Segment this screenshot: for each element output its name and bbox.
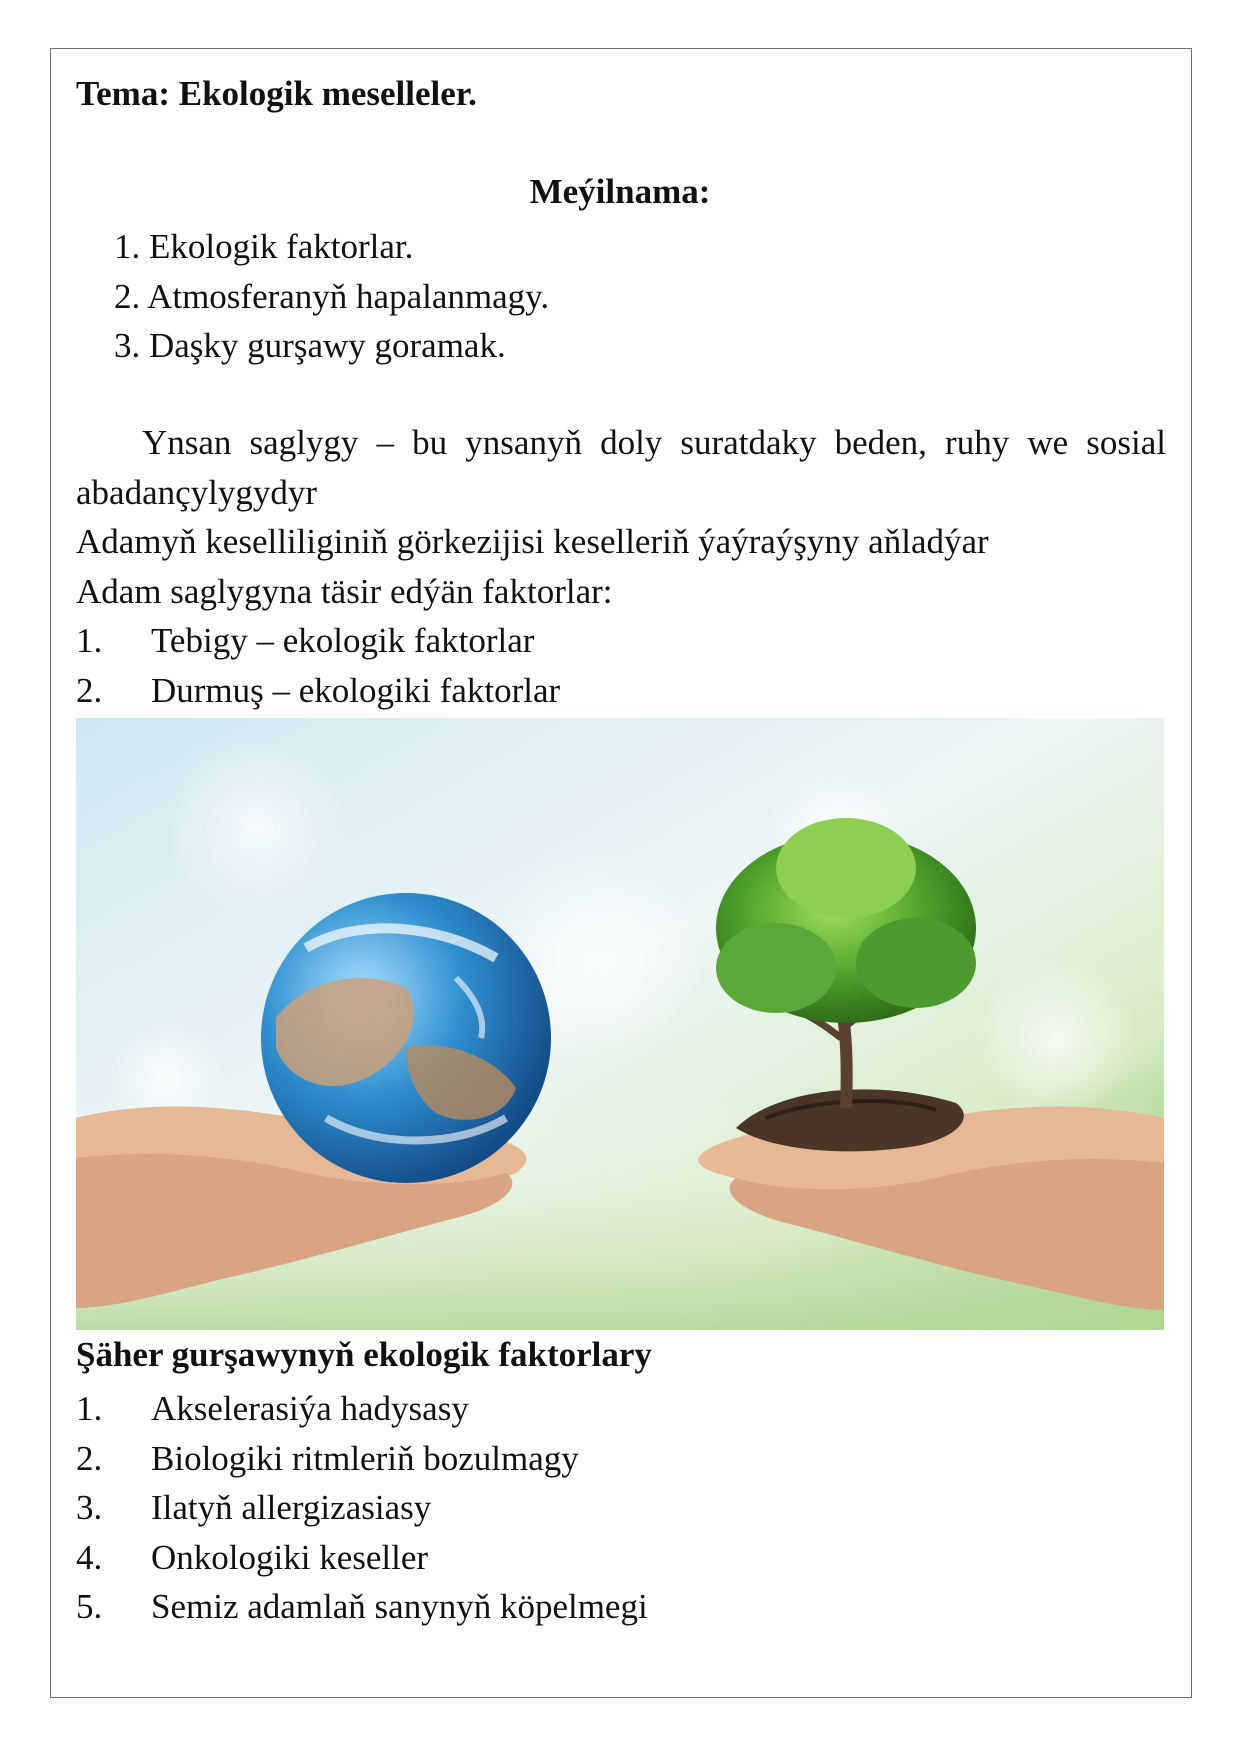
list-item-number: 2. [76, 670, 103, 710]
urban-factors-heading: Şäher gurşawynyň ekologik faktorlary [76, 1335, 652, 1374]
urban-factors-list [76, 1384, 648, 1632]
plan-item-text: Daşky gurşawy goramak. [149, 326, 506, 365]
list-item [76, 1434, 648, 1484]
plan-item [114, 321, 549, 371]
list-item [76, 616, 1166, 666]
body-text [76, 418, 1166, 715]
list-item-text: Ilatyň allergizasiasy [151, 1488, 432, 1527]
plan-item-number: 2. [114, 276, 141, 316]
plan-item-text: Ekologik faktorlar. [149, 227, 414, 266]
list-item [76, 666, 1166, 716]
list-item-number: 5. [76, 1587, 103, 1626]
plan-item-number: 3. [114, 326, 141, 365]
list-item [76, 1384, 648, 1434]
plan-item-number: 1. [114, 227, 141, 266]
plan-item-text: Atmosferanyň hapalanmagy. [147, 276, 550, 316]
plan-item [114, 222, 549, 272]
list-item-text: Tebigy – ekologik faktorlar [151, 621, 535, 660]
list-item-text: Onkologiki keseller [151, 1537, 429, 1577]
list-item-number: 1. [76, 621, 103, 660]
list-item [76, 1582, 648, 1632]
list-item-number: 2. [76, 1438, 103, 1478]
definition-line-continued: abadançylygydyr [76, 472, 318, 512]
list-item-text: Akselerasiýa hadysasy [151, 1389, 469, 1428]
list-item [76, 1533, 648, 1583]
list-item-number: 3. [76, 1488, 103, 1527]
page-title: Tema: Ekologik meselleler. [76, 74, 477, 113]
factors-intro: Adam saglygyna täsir edýän faktorlar: [76, 571, 613, 611]
plan-heading: Meýilnama: [529, 172, 711, 211]
ecology-photo [76, 718, 1164, 1330]
list-item-text: Biologiki ritmleriň bozulmagy [151, 1438, 579, 1478]
morbidity-sentence: Adamyň keselliliginiň görkezijisi keselleriň ýaýraýşyny aňladýar [76, 522, 989, 561]
definition-line: Ynsan saglygy – bu ynsanyň doly suratdaky beden, ruhy we sosial [142, 423, 1166, 462]
factors-list [76, 616, 1166, 715]
list-item-text: Durmuş – ekologiki faktorlar [151, 670, 561, 710]
earth-and-tree-icon [76, 718, 1164, 1330]
list-item-number: 1. [76, 1389, 103, 1428]
plan-list [114, 222, 549, 371]
plan-item [114, 272, 549, 322]
list-item [76, 1483, 648, 1533]
list-item-text: Semiz adamlaň sanynyň köpelmegi [151, 1587, 648, 1626]
list-item-number: 4. [76, 1537, 103, 1577]
